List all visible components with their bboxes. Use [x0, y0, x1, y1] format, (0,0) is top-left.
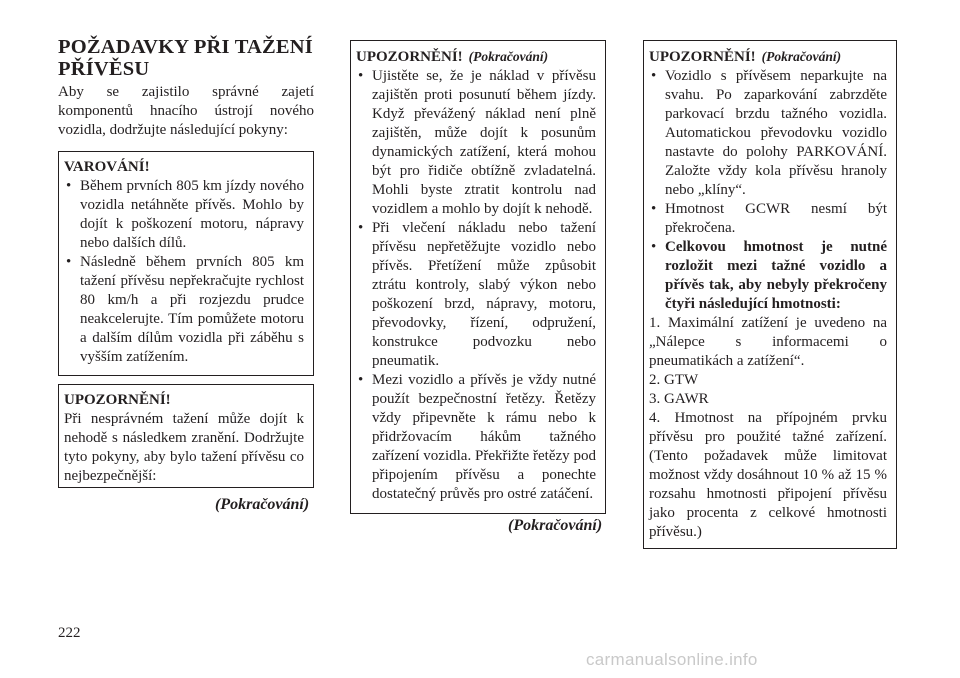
numbered-item-2: 2. GTW	[649, 372, 699, 388]
caution-text: Při nesprávném tažení může dojít k nehodě s následkem zranění. Dodržujte tyto pokyny, aby bylo tažení přívěsu co nejbezpečnější:	[64, 411, 304, 484]
list-item: • Hmotnost GCWR nesmí být překročena.	[649, 200, 887, 238]
heading-line-2: PŘÍVĚSU	[58, 58, 150, 80]
warning-title: VAROVÁNÍ!	[64, 159, 150, 175]
page-number: 222	[58, 625, 81, 641]
caution-box-continued	[350, 40, 606, 514]
continued-tag: (Pokračování)	[468, 49, 549, 64]
watermark: carmanualsonline.info	[586, 650, 758, 669]
caution-title: UPOZORNĚNÍ!	[64, 392, 171, 408]
numbered-item-3: 3. GAWR	[649, 391, 709, 407]
section-heading	[58, 36, 314, 80]
caution-title-continued	[649, 47, 887, 67]
continued-label-col2: (Pokračování)	[508, 517, 603, 534]
bold-text: Celkovou hmotnost je nutné rozložit mezi tažné vozidlo a přívěs tak, aby nebyly překročeny čtyři následující hmotnosti:	[665, 239, 887, 312]
caution-list	[649, 67, 887, 314]
heading-line-1: POŽADAVKY PŘI TAŽENÍ	[58, 36, 313, 58]
column-1	[58, 36, 314, 140]
list-item: • Vozidlo s přívěsem neparkujte na svahu. Po zaparkování zabrzděte parkovací brzdu tažného vozidla. Automatickou převodovku vozidlo nastavte do polohy PARKOVÁNÍ. Založte vždy kola přívěsu hranoly nebo „klíny“.	[649, 67, 887, 200]
intro-paragraph: Aby se zajistilo správné zajetí komponentů hnacího ústrojí nového vozidla, dodržujte následující pokyny:	[58, 84, 314, 138]
list-item: • Mezi vozidlo a přívěs je vždy nutné použít bezpečnostní řetězy. Řetězy vždy připevněte k rámu nebo k přidržovacím hákům tažného zařízení vozidla. Překřižte řetězy pod připojením přívěsu a ponechte dostatečný průvěs pro ostré zatáčení.	[356, 371, 596, 504]
list-item: • Při vlečení nákladu nebo tažení přívěsu nepřetěžujte vozidlo nebo přívěs. Přetížení může způsobit ztrátu kontroly, slabý výkon nebo poškození brzd, nápravy, motoru, převodovky, řízení, odpružení, konstrukce podvozku nebo pneumatik.	[356, 219, 596, 371]
caution-title: UPOZORNĚNÍ!	[649, 49, 756, 65]
continued-tag: (Pokračování)	[761, 49, 842, 64]
numbered-item-4: 4. Hmotnost na přípojném prvku přívěsu pro použité tažné zařízení. (Tento požadavek může limitovat možnost vždy dosáhnout 10 % až 15 % rozsahu hmotnosti připojení přívěsu jako procenta z celkové hmotnosti přívěsu.)	[649, 410, 887, 540]
warning-box	[58, 151, 314, 376]
list-item: • Ujistěte se, že je náklad v přívěsu zajištěn proti posunutí během jízdy. Když převážený náklad není plně zajištěn, může dojít k posunům dynamických zatížení, která mohou být pro řidiče obtížně zvladatelná. Mohli byste ztratit kontrolu nad vozidlem a mohlo by dojít k nehodě.	[356, 67, 596, 219]
continued-label-col1: (Pokračování)	[215, 496, 310, 513]
caution-title: UPOZORNĚNÍ!	[356, 49, 463, 65]
list-item-bold	[649, 238, 887, 314]
warning-list	[64, 177, 304, 367]
caution-list	[356, 67, 596, 504]
caution-title-continued	[356, 47, 596, 67]
numbered-item-1: 1. Maximální zatížení je uvedeno na „Nálepce s informacemi o pneumatikách a zatížení“.	[649, 315, 887, 369]
caution-box-continued-2	[643, 40, 897, 549]
list-item: • Během prvních 805 km jízdy nového vozidla netáhněte přívěs. Mohlo by dojít k poškození motoru, nápravy nebo dalších dílů.	[64, 177, 304, 253]
list-item: • Následně během prvních 805 km tažení přívěsu nepřekračujte rychlost 80 km/h a při rozjezdu prudce neakcelerujte. Tím pomůžete motoru a dalším dílům vozidla při záběhu s vyšším zatížením.	[64, 253, 304, 367]
caution-box	[58, 384, 314, 488]
